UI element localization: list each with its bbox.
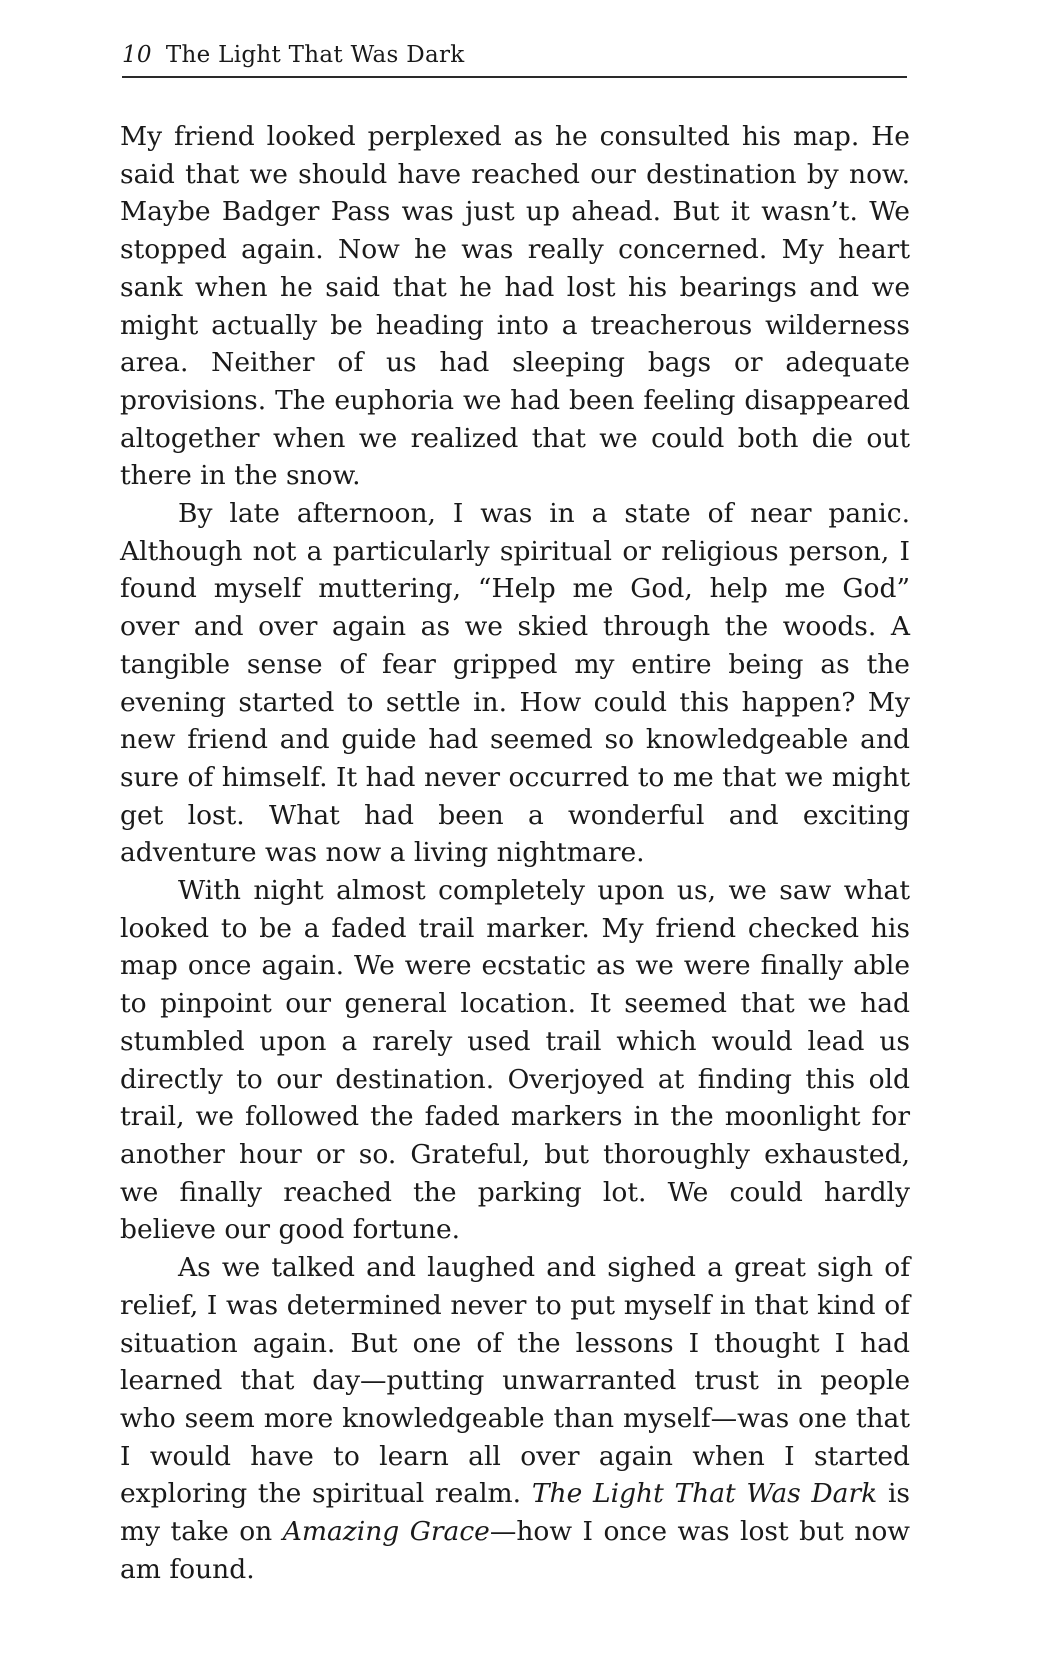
- page-number: 10: [122, 42, 152, 68]
- book-title-italic: The Light That Was Dark: [531, 1478, 878, 1510]
- paragraph-3: With night almost completely upon us, we saw what looked to be a faded trail marker. My friend checked his map once again. We were ecstatic as we were finally able to pinpoint our general location. It seemed that we had stumbled upon a rarely used trail which would lead us directly to our destination. Overjoyed at finding this old trail, we followed the faded markers in the moonlight for another hour or so. Grateful, but thoroughly exhausted, we finally reached the parking lot. We could hardly believe our good fortune.: [120, 875, 910, 1246]
- running-title: The Light That Was Dark: [165, 42, 465, 68]
- paragraph-4-text-after: —how I once was lost but now am found.: [120, 1516, 910, 1585]
- paragraph-1: My friend looked perplexed as he consulted his map. He said that we should have reached our destination by now. Maybe Badger Pass was just up ahead. But it wasn’t. We stopped again. Now he was really concerned. My heart sank when he said that he had lost his bearings and we might actually be heading into a treacherous wilderness area. Neither of us had sleeping bags or adequate provisions. The euphoria we had been feeling disappeared altogether when we realized that we could both die out there in the snow.: [120, 121, 910, 492]
- paragraph-4: [120, 1249, 910, 1588]
- running-header: [122, 40, 907, 78]
- body-text: [120, 118, 910, 1588]
- paragraph-2: By late afternoon, I was in a state of near panic. Although not a particularly spiritual or religious person, I found myself muttering, “Help me God, help me God” over and over again as we skied through the woods. A tangible sense of fear gripped my entire being as the evening started to settle in. How could this happen? My new friend and guide had seemed so knowledgeable and sure of himself. It had never occurred to me that we might get lost. What had been a wonderful and exciting adventure was now a living nightmare.: [120, 498, 910, 869]
- song-title-italic: Amazing Grace: [282, 1516, 490, 1548]
- paragraph-4-text-before: As we talked and laughed and sighed a great sigh of relief, I was determined never to put myself in that kind of situation again. But one of the lessons I thought I had learned that day—putting unwarranted trust in people who seem more knowledgeable than myself—was one that I would have to learn all over again when I started exploring the spiritual realm.: [120, 1252, 910, 1510]
- paragraph-4-text-middle: is my take on: [120, 1478, 911, 1548]
